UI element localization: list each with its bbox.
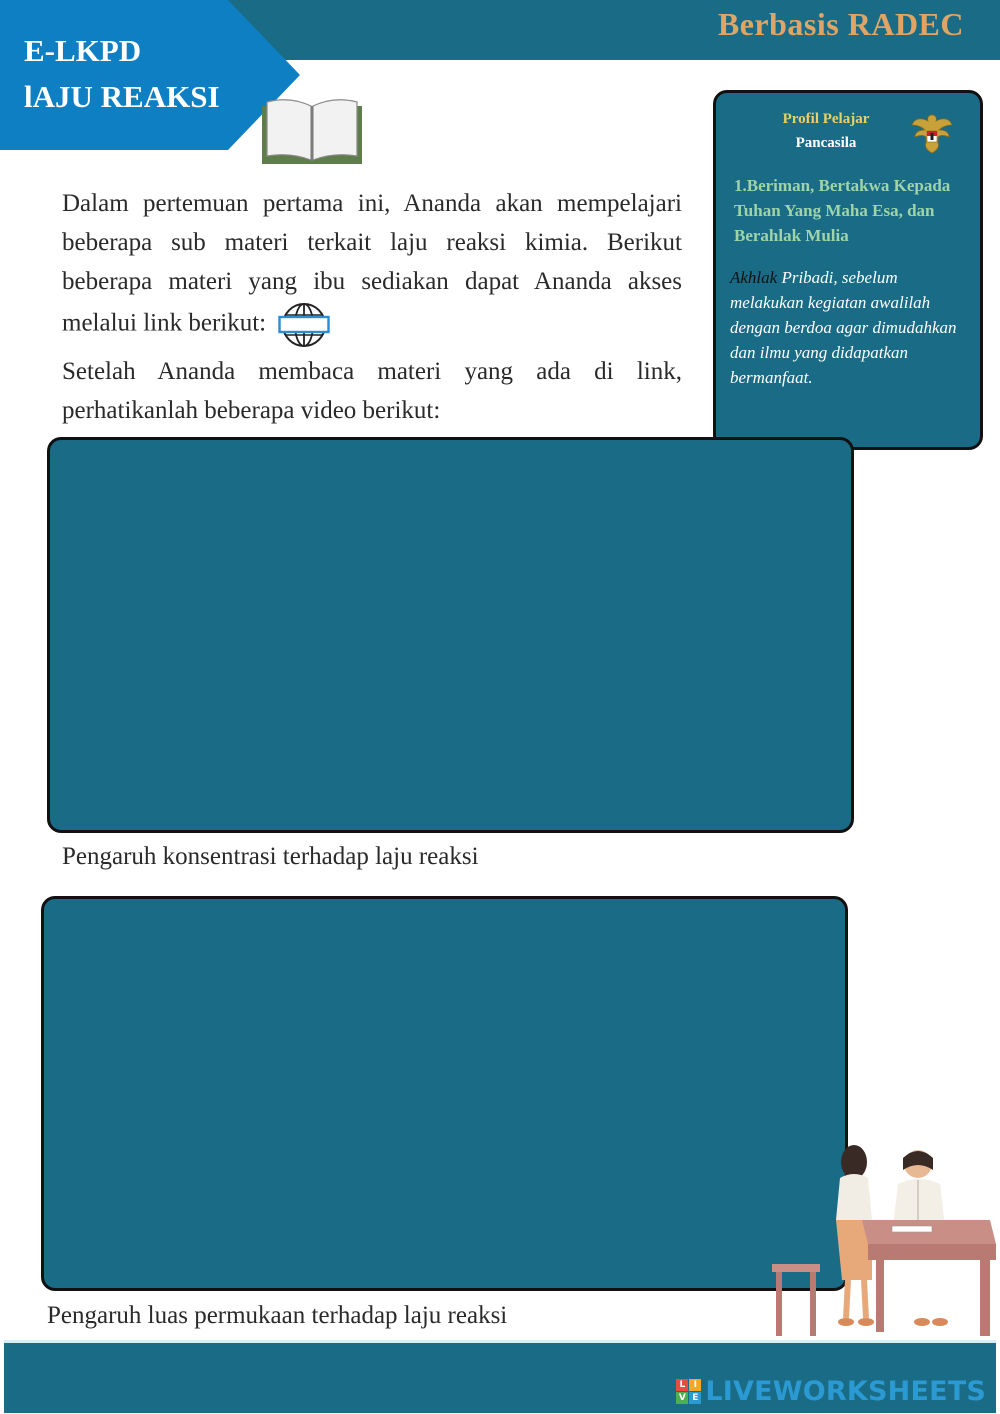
liveworksheets-logo[interactable] (676, 1376, 986, 1407)
title-line-1: E-LKPD (24, 33, 142, 68)
radec-badge: Berbasis RADEC (717, 6, 964, 42)
video-embed-concentration[interactable] (47, 437, 854, 833)
liveworksheets-logo-text: LIVEWORKSHEETS (705, 1376, 986, 1407)
video-intro-paragraph: Setelah Ananda membaca materi yang ada di link, perhatikanlah beberapa video berikut: (62, 358, 682, 424)
video-caption-concentration: Pengaruh konsentrasi terhadap laju reaksi (62, 843, 479, 870)
akhlak-description: Pribadi, sebelum melakukan kegiatan awalilah dengan berdoa agar dimudahkan dan ilmu yang didapatkan bermanfaat. (730, 268, 957, 387)
globe-link-icon[interactable] (278, 301, 330, 349)
page-title (24, 28, 220, 120)
video-embed-surface-area[interactable] (41, 896, 848, 1291)
liveworksheets-logo-icon (676, 1379, 701, 1404)
profile-akhlak-text (730, 265, 975, 390)
intro-paragraph (62, 184, 682, 349)
profile-heading: Profil Pelajar (782, 111, 870, 127)
open-book-icon (262, 98, 362, 164)
intro-text: Dalam pertemuan pertama ini, Ananda akan mempelajari beberapa sub materi terkait laju reaksi kimia. Berikut beberapa materi yang ibu sediakan dapat Ananda akses melalui link berikut: (62, 190, 682, 337)
profile-pelajar-card (713, 90, 983, 450)
logo-letter-v: V (676, 1392, 688, 1404)
logo-letter-l: L (676, 1379, 688, 1391)
teachers-illustration (772, 1140, 1000, 1340)
title-line-2: lAJU REAKSI (24, 79, 220, 114)
akhlak-label: Akhlak (730, 268, 778, 287)
logo-letter-e: E (689, 1392, 701, 1404)
profile-value-title: 1.Beriman, Bertakwa Kepada Tuhan Yang Maha Esa, dan Berahlak Mulia (734, 176, 951, 245)
logo-letter-i: I (689, 1379, 701, 1391)
video-caption-surface-area: Pengaruh luas permukaan terhadap laju reaksi (47, 1302, 508, 1329)
profile-subheading: Pancasila (795, 135, 857, 151)
garuda-emblem-icon (910, 111, 954, 155)
